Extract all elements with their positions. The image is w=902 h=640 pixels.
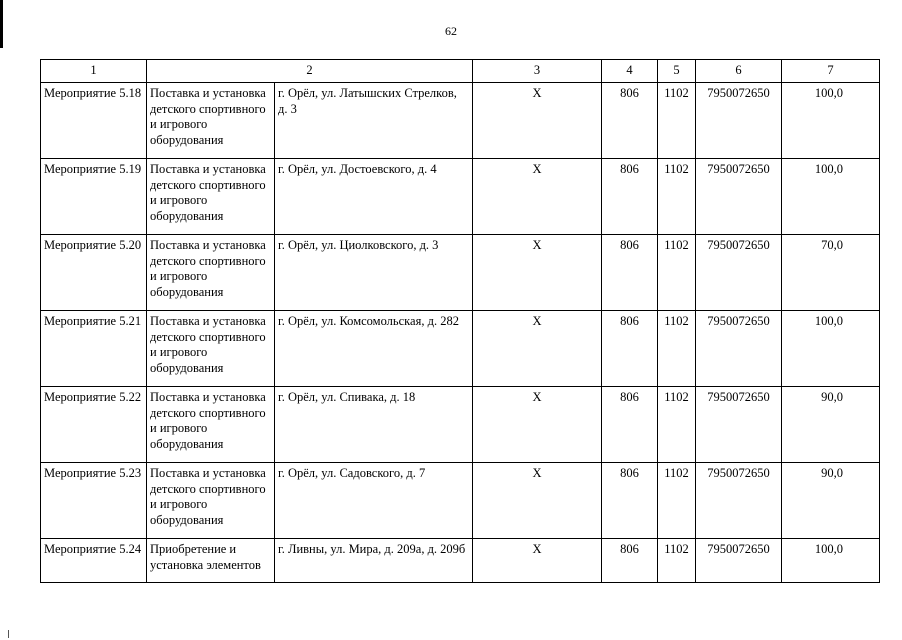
col4-cell: 806 (602, 235, 658, 311)
col4-cell: 806 (602, 463, 658, 539)
col7-cell: 90,0 (782, 387, 880, 463)
event-cell: Мероприятие 5.19 (41, 159, 147, 235)
col5-cell: 1102 (658, 83, 696, 159)
col7-cell: 100,0 (782, 83, 880, 159)
col3-cell: X (473, 463, 602, 539)
col3-cell: X (473, 83, 602, 159)
address-cell: г. Орёл, ул. Достоевского, д. 4 (275, 159, 473, 235)
col6-cell: 7950072650 (696, 539, 782, 583)
col4-cell: 806 (602, 311, 658, 387)
table-row (41, 539, 880, 583)
header-cell-1: 1 (41, 60, 147, 83)
address-cell: г. Орёл, ул. Латышских Стрелков, д. 3 (275, 83, 473, 159)
col6-cell: 7950072650 (696, 463, 782, 539)
header-cell-4: 4 (602, 60, 658, 83)
col6-cell: 7950072650 (696, 83, 782, 159)
col3-cell: X (473, 387, 602, 463)
scan-speck-mark (8, 630, 9, 638)
col7-cell: 100,0 (782, 159, 880, 235)
col5-cell: 1102 (658, 235, 696, 311)
col4-cell: 806 (602, 539, 658, 583)
col4-cell: 806 (602, 159, 658, 235)
description-cell: Поставка и установка детского спортивного и игрового оборудования (147, 83, 275, 159)
address-cell: г. Орёл, ул. Комсомольская, д. 282 (275, 311, 473, 387)
table-row (41, 311, 880, 387)
table-row (41, 83, 880, 159)
address-cell: г. Ливны, ул. Мира, д. 209а, д. 209б (275, 539, 473, 583)
header-cell-3: 3 (473, 60, 602, 83)
col7-cell: 100,0 (782, 539, 880, 583)
header-cell-7: 7 (782, 60, 880, 83)
description-cell: Поставка и установка детского спортивного и игрового оборудования (147, 159, 275, 235)
col5-cell: 1102 (658, 159, 696, 235)
col3-cell: X (473, 159, 602, 235)
event-cell: Мероприятие 5.18 (41, 83, 147, 159)
col4-cell: 806 (602, 83, 658, 159)
header-cell-2: 2 (147, 60, 473, 83)
col6-cell: 7950072650 (696, 387, 782, 463)
col5-cell: 1102 (658, 311, 696, 387)
description-cell: Поставка и установка детского спортивного и игрового оборудования (147, 463, 275, 539)
col5-cell: 1102 (658, 463, 696, 539)
table-row (41, 159, 880, 235)
col6-cell: 7950072650 (696, 159, 782, 235)
address-cell: г. Орёл, ул. Циолковского, д. 3 (275, 235, 473, 311)
event-cell: Мероприятие 5.20 (41, 235, 147, 311)
description-cell: Поставка и установка детского спортивного и игрового оборудования (147, 387, 275, 463)
table-row (41, 235, 880, 311)
col3-cell: X (473, 311, 602, 387)
description-cell: Приобретение и установка элементов (147, 539, 275, 583)
header-cell-6: 6 (696, 60, 782, 83)
event-cell: Мероприятие 5.21 (41, 311, 147, 387)
col3-cell: X (473, 235, 602, 311)
col7-cell: 70,0 (782, 235, 880, 311)
page-number: 62 (445, 24, 457, 38)
event-cell: Мероприятие 5.24 (41, 539, 147, 583)
description-cell: Поставка и установка детского спортивного и игрового оборудования (147, 311, 275, 387)
table-row (41, 463, 880, 539)
budget-table (40, 59, 880, 583)
address-cell: г. Орёл, ул. Садовского, д. 7 (275, 463, 473, 539)
col3-cell: X (473, 539, 602, 583)
col4-cell: 806 (602, 387, 658, 463)
address-cell: г. Орёл, ул. Спивака, д. 18 (275, 387, 473, 463)
col6-cell: 7950072650 (696, 311, 782, 387)
description-cell: Поставка и установка детского спортивного и игрового оборудования (147, 235, 275, 311)
col7-cell: 100,0 (782, 311, 880, 387)
table-row (41, 387, 880, 463)
col5-cell: 1102 (658, 539, 696, 583)
event-cell: Мероприятие 5.22 (41, 387, 147, 463)
col6-cell: 7950072650 (696, 235, 782, 311)
header-cell-5: 5 (658, 60, 696, 83)
col5-cell: 1102 (658, 387, 696, 463)
table-header-row (41, 60, 880, 83)
event-cell: Мероприятие 5.23 (41, 463, 147, 539)
col7-cell: 90,0 (782, 463, 880, 539)
